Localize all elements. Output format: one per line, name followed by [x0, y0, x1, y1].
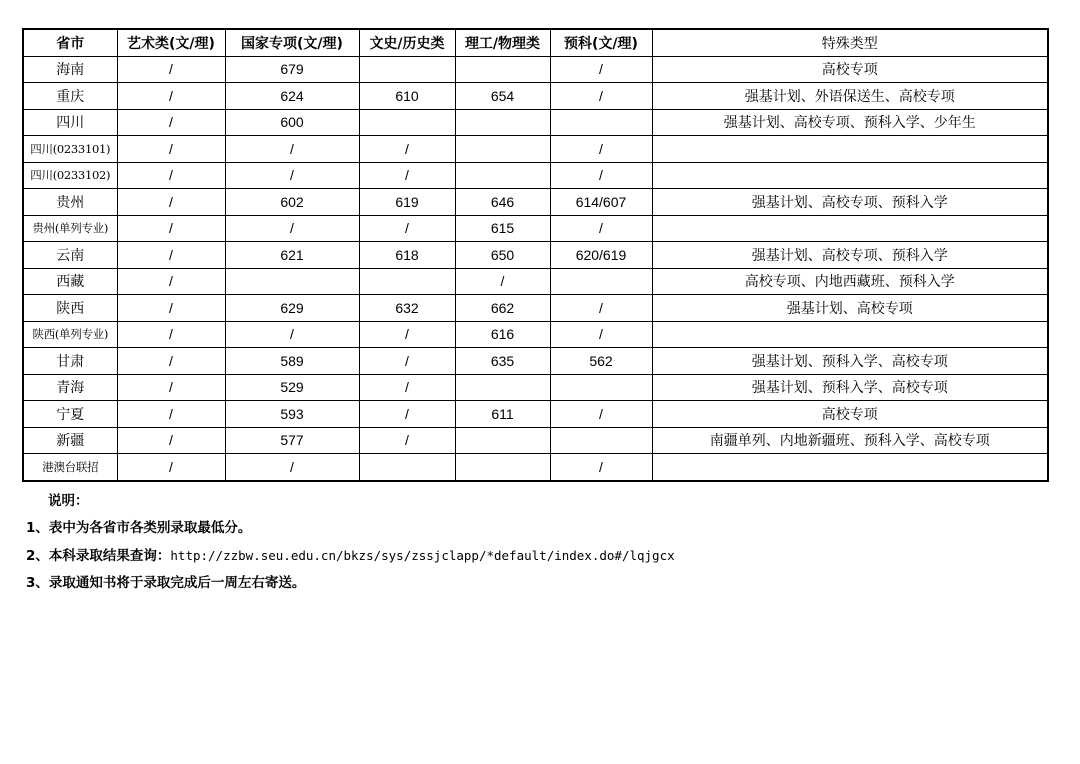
art-cell: /	[117, 215, 225, 242]
preparatory-cell: /	[550, 162, 652, 189]
science-cell: 615	[455, 215, 550, 242]
special-type-cell	[652, 215, 1048, 242]
art-cell: /	[117, 83, 225, 110]
preparatory-cell: /	[550, 136, 652, 163]
art-cell: /	[117, 162, 225, 189]
results-query-link[interactable]: http://zzbw.seu.edu.cn/bkzs/sys/zssjclapp/*default/index.do#/lqjgcx	[170, 548, 675, 563]
national-special-cell: 602	[225, 189, 359, 216]
special-type-cell: 强基计划、高校专项、预科入学	[652, 242, 1048, 269]
province-cell: 四川(0233102)	[23, 162, 117, 189]
special-type-cell: 强基计划、预科入学、高校专项	[652, 348, 1048, 375]
national-special-cell: /	[225, 321, 359, 348]
province-cell: 重庆	[23, 83, 117, 110]
art-cell: /	[117, 348, 225, 375]
special-type-cell: 高校专项	[652, 56, 1048, 83]
national-special-cell: 600	[225, 109, 359, 136]
science-cell	[455, 427, 550, 454]
national-special-cell: 679	[225, 56, 359, 83]
art-cell: /	[117, 374, 225, 401]
art-cell: /	[117, 136, 225, 163]
notes-title: 说明：	[48, 493, 89, 509]
table-row	[23, 136, 1048, 163]
table-row	[23, 215, 1048, 242]
table-row	[23, 189, 1048, 216]
liberal-arts-cell: /	[359, 401, 455, 428]
national-special-cell: /	[225, 454, 359, 481]
special-type-cell	[652, 162, 1048, 189]
header-liberal-arts: 文史/历史类	[359, 29, 455, 56]
preparatory-cell: 614/607	[550, 189, 652, 216]
special-type-cell: 高校专项	[652, 401, 1048, 428]
special-type-cell: 强基计划、高校专项	[652, 295, 1048, 322]
liberal-arts-cell: 610	[359, 83, 455, 110]
table-row	[23, 454, 1048, 481]
preparatory-cell: 562	[550, 348, 652, 375]
province-cell: 宁夏	[23, 401, 117, 428]
liberal-arts-cell: 619	[359, 189, 455, 216]
art-cell: /	[117, 268, 225, 295]
liberal-arts-cell: 618	[359, 242, 455, 269]
header-art: 艺术类(文/理)	[117, 29, 225, 56]
special-type-cell: 强基计划、高校专项、预科入学、少年生	[652, 109, 1048, 136]
art-cell: /	[117, 321, 225, 348]
special-type-cell	[652, 136, 1048, 163]
preparatory-cell	[550, 268, 652, 295]
preparatory-cell: 620/619	[550, 242, 652, 269]
art-cell: /	[117, 401, 225, 428]
header-special-type: 特殊类型	[652, 29, 1048, 56]
liberal-arts-cell	[359, 56, 455, 83]
note-line-3: 3、录取通知书将于录取完成后一周左右寄送。	[26, 575, 306, 591]
science-cell	[455, 109, 550, 136]
science-cell	[455, 374, 550, 401]
liberal-arts-cell: /	[359, 348, 455, 375]
preparatory-cell	[550, 427, 652, 454]
table-row	[23, 242, 1048, 269]
art-cell: /	[117, 427, 225, 454]
province-cell: 陕西(单列专业)	[23, 321, 117, 348]
preparatory-cell: /	[550, 83, 652, 110]
liberal-arts-cell: /	[359, 136, 455, 163]
national-special-cell: 593	[225, 401, 359, 428]
province-cell: 贵州	[23, 189, 117, 216]
province-cell: 新疆	[23, 427, 117, 454]
note-line-1: 1、表中为各省市各类别录取最低分。	[26, 520, 252, 536]
preparatory-cell: /	[550, 454, 652, 481]
table-row	[23, 109, 1048, 136]
special-type-cell: 强基计划、外语保送生、高校专项	[652, 83, 1048, 110]
science-cell	[455, 454, 550, 481]
province-cell: 甘肃	[23, 348, 117, 375]
liberal-arts-cell: /	[359, 427, 455, 454]
province-cell: 贵州(单列专业)	[23, 215, 117, 242]
art-cell: /	[117, 242, 225, 269]
special-type-cell: 强基计划、预科入学、高校专项	[652, 374, 1048, 401]
science-cell: 611	[455, 401, 550, 428]
table-row	[23, 268, 1048, 295]
table-row	[23, 56, 1048, 83]
admission-score-table	[22, 28, 1049, 482]
national-special-cell: 629	[225, 295, 359, 322]
province-cell: 海南	[23, 56, 117, 83]
national-special-cell: 624	[225, 83, 359, 110]
province-cell: 云南	[23, 242, 117, 269]
science-cell: 635	[455, 348, 550, 375]
table-row	[23, 401, 1048, 428]
preparatory-cell	[550, 374, 652, 401]
science-cell: 646	[455, 189, 550, 216]
art-cell: /	[117, 109, 225, 136]
province-cell: 四川(0233101)	[23, 136, 117, 163]
liberal-arts-cell	[359, 454, 455, 481]
science-cell: /	[455, 268, 550, 295]
table-body	[23, 56, 1048, 481]
science-cell: 662	[455, 295, 550, 322]
national-special-cell: /	[225, 162, 359, 189]
liberal-arts-cell: 632	[359, 295, 455, 322]
table-row	[23, 321, 1048, 348]
national-special-cell: /	[225, 136, 359, 163]
province-cell: 西藏	[23, 268, 117, 295]
table-row	[23, 374, 1048, 401]
liberal-arts-cell: /	[359, 215, 455, 242]
national-special-cell: 529	[225, 374, 359, 401]
science-cell	[455, 162, 550, 189]
national-special-cell: 589	[225, 348, 359, 375]
header-national-special: 国家专项(文/理)	[225, 29, 359, 56]
national-special-cell: 577	[225, 427, 359, 454]
province-cell: 四川	[23, 109, 117, 136]
header-science: 理工/物理类	[455, 29, 550, 56]
science-cell	[455, 136, 550, 163]
preparatory-cell: /	[550, 401, 652, 428]
province-cell: 青海	[23, 374, 117, 401]
science-cell: 654	[455, 83, 550, 110]
header-preparatory: 预科(文/理)	[550, 29, 652, 56]
province-cell: 港澳台联招	[23, 454, 117, 481]
table-header-row	[23, 29, 1048, 56]
special-type-cell: 强基计划、高校专项、预科入学	[652, 189, 1048, 216]
preparatory-cell: /	[550, 295, 652, 322]
national-special-cell: /	[225, 215, 359, 242]
table-row	[23, 427, 1048, 454]
art-cell: /	[117, 56, 225, 83]
table-row	[23, 348, 1048, 375]
art-cell: /	[117, 454, 225, 481]
province-cell: 陕西	[23, 295, 117, 322]
preparatory-cell: /	[550, 215, 652, 242]
table-row	[23, 83, 1048, 110]
special-type-cell: 南疆单列、内地新疆班、预科入学、高校专项	[652, 427, 1048, 454]
table-row	[23, 162, 1048, 189]
liberal-arts-cell	[359, 268, 455, 295]
preparatory-cell: /	[550, 321, 652, 348]
liberal-arts-cell: /	[359, 321, 455, 348]
liberal-arts-cell: /	[359, 162, 455, 189]
art-cell: /	[117, 295, 225, 322]
preparatory-cell	[550, 109, 652, 136]
note-line-2	[26, 542, 675, 570]
science-cell: 650	[455, 242, 550, 269]
national-special-cell: 621	[225, 242, 359, 269]
art-cell: /	[117, 189, 225, 216]
special-type-cell	[652, 454, 1048, 481]
national-special-cell	[225, 268, 359, 295]
science-cell	[455, 56, 550, 83]
header-province: 省市	[23, 29, 117, 56]
special-type-cell	[652, 321, 1048, 348]
preparatory-cell: /	[550, 56, 652, 83]
science-cell: 616	[455, 321, 550, 348]
table-row	[23, 295, 1048, 322]
special-type-cell: 高校专项、内地西藏班、预科入学	[652, 268, 1048, 295]
note-line-2-prefix: 2、本科录取结果查询：	[26, 548, 171, 564]
liberal-arts-cell	[359, 109, 455, 136]
liberal-arts-cell: /	[359, 374, 455, 401]
notes-section	[26, 488, 675, 597]
